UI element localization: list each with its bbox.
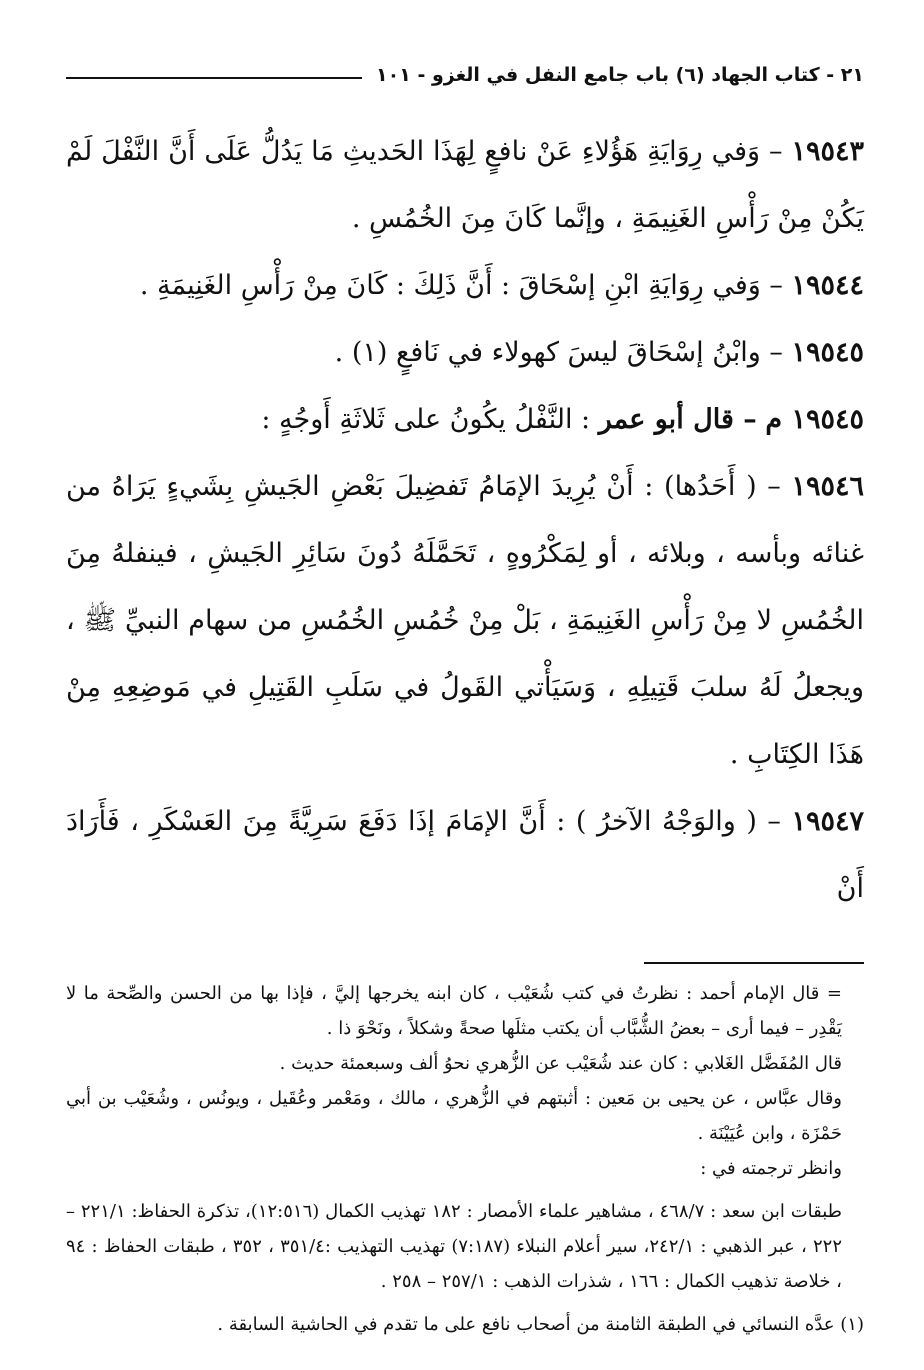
spacer [66, 1186, 864, 1194]
footnote-line: = قال الإمام أحمد : نظرتُ في كتب شُعَيْب ، كان ابنه يخرجها إليَّ ، فإذا بها من الحسن والصِّحة ما لا يَقْدِر – فيما أرى – بعضُ الشُّبَّاب أن يكتب مثلَها صحةً وشكلاً ، ونَحْوَ ذا . [66, 983, 842, 1039]
paragraph [66, 788, 864, 922]
paragraph [66, 319, 864, 386]
paragraph [66, 118, 864, 252]
hadith-number: ١٩٥٤٥ [791, 337, 864, 368]
paragraph-text: – وَفي رِوَايَةِ هَؤُلاءِ عَنْ نافعٍ لِهَذَا الحَديثِ مَا يَدُلُّ عَلَى أَنَّ النَّفْلَ لَمْ يَكُنْ مِنْ رَأْسِ الغَنِيمَةِ ، وإنَّما كَانَ مِنَ الخُمُسِ . [66, 136, 864, 234]
main-text [66, 118, 864, 922]
hadith-number: ١٩٥٤٧ [791, 806, 864, 837]
speaker-lead: – قال أبو عمر [598, 404, 757, 435]
paragraph-text: – وابْنُ إسْحَاقَ ليسَ كهولاء في نَافعٍ (١) . [334, 337, 783, 368]
paragraph-text: – ( والوَجْهُ الآخرُ ) : أَنَّ الإمَامَ إذَا دَفَعَ سَرِيَّةً مِنَ العَسْكَرِ ، فَأَرَادَ أَنْ [66, 806, 864, 904]
paragraph-text: – ( أَحَدُها) : أَنْ يُرِيدَ الإمَامُ تَفضِيلَ بَعْضِ الجَيشِ بِشَيءٍ يَرَاهُ من غنائه وبأسه ، وبلائه ، أو لِمَكْرُوهٍ ، تَحَمَّلَهُ دُونَ سَائِرِ الجَيشِ ، فينفلهُ مِنَ الخُمُسِ لا مِنْ رَأْسِ الغَنِيمَةِ ، بَلْ مِنْ خُمُسِ الخُمُسِ من سهام النبيِّ ﷺ ، ويجعلُ لَهُ سلبَ قَتِيلِهِ ، وَسَيَأْتي القَولُ في سَلَبِ القَتِيلِ في مَوضِعِهِ مِنْ هَذَا الكِتَابِ . [66, 471, 864, 770]
footnote-1: (١) عدَّه النسائي في الطبقة الثامنة من أصحاب نافع على ما تقدم في الحاشية السابقة . [217, 1314, 864, 1335]
running-title: ٢١ - كتاب الجهاد (٦) باب جامع النفل في الغزو - ١٠١ [376, 64, 864, 86]
footnote-rule [644, 962, 864, 964]
paragraph-text: – وَفي رِوَايَةِ ابْنِ إسْحَاقَ : أَنَّ ذَلِكَ : كَانَ مِنْ رَأْسِ الغَنِيمَةِ . [139, 270, 783, 301]
running-header [66, 58, 864, 92]
footnote-sources: طبقات ابن سعد : ٤٦٨/٧ ، مشاهير علماء الأمصار : ١٨٢ تهذيب الكمال (١٢:٥١٦)، تذكرة الحفاظ: ٢٢١/١ – ٢٢٢ ، عبر الذهبي : ٢٤٢/١، سير أعلام النبلاء (٧:١٨٧) تهذيب التهذيب :٣٥١/٤ ، ٣٥٢ ، طبقات الحفاظ : ٩٤ ، خلاصة تذهيب الكمال : ١٦٦ ، شذرات الذهب : ٢٥٧/١ – ٢٥٨ . [66, 1201, 843, 1292]
footnote-line: وقال عبَّاس ، عن يحيى بن مَعين : أثبتهم في الزُّهري ، مالك ، ومَعْمر وعُقَيل ، ويونُس ، وشُعَيْب بن أبي حَمْزَة ، وابن عُيَيْنَة . [66, 1088, 842, 1144]
hadith-number: ١٩٥٤٥ م [765, 404, 864, 435]
footnotes [66, 976, 864, 1342]
hadith-number: ١٩٥٤٣ [791, 136, 864, 167]
paragraph-text: : النَّفْلُ يكُونُ على ثَلاثَةِ أَوجُهٍ : [261, 404, 591, 435]
paragraph [66, 453, 864, 788]
hadith-number: ١٩٥٤٦ [791, 471, 864, 502]
paragraph [66, 386, 864, 453]
paragraph [66, 252, 864, 319]
footnote-line: وانظر ترجمته في : [700, 1158, 842, 1179]
footnote-line: قال المُفَضَّل الغَلابي : كان عند شُعَيْب عن الزُّهري نحوُ ألف وسبعمئة حديث . [279, 1053, 842, 1074]
header-rule [66, 77, 362, 79]
hadith-number: ١٩٥٤٤ [791, 270, 864, 301]
